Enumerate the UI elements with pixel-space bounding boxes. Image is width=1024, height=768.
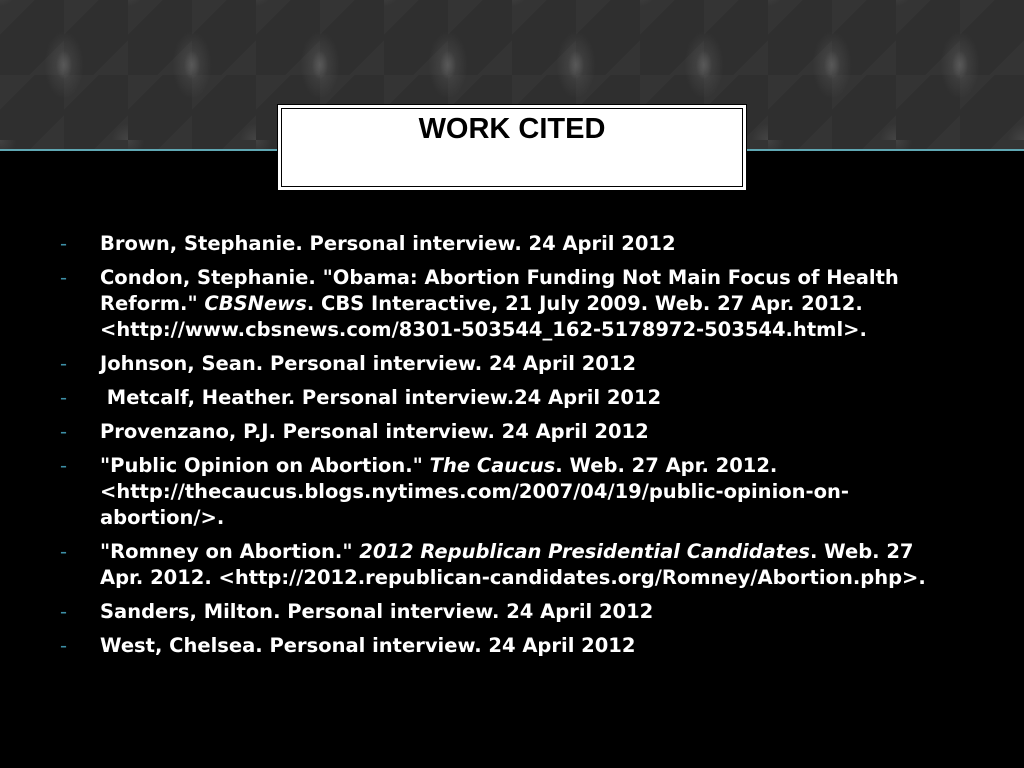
citation-text: Provenzano, P.J. Personal interview. 24 April 2012: [100, 420, 649, 443]
citation-item: [60, 351, 960, 377]
citation-source-title: 2012 Republican Presidential Candidates: [359, 540, 810, 563]
citation-item: [60, 633, 960, 659]
bullet-dash: -: [60, 386, 68, 409]
citation-text: West, Chelsea. Personal interview. 24 April 2012: [100, 634, 636, 657]
citation-text: Metcalf, Heather. Personal interview.24 April 2012: [100, 386, 662, 409]
citation-item: [60, 539, 960, 591]
citation-source-title: The Caucus: [429, 454, 556, 477]
bullet-dash: -: [60, 420, 68, 443]
citation-item: [60, 419, 960, 445]
citation-text: "Public Opinion on Abortion.": [100, 454, 430, 477]
bullet-dash: -: [60, 352, 68, 375]
citation-text-tail: . Web. 27 Apr. 2012. <http://thecaucus.blogs.nytimes.com/2007/04/19/public-opinion-on-abortion/>.: [100, 454, 849, 529]
citation-text: Johnson, Sean. Personal interview. 24 April 2012: [100, 352, 636, 375]
citation-item: [60, 231, 960, 257]
bullet-dash: -: [60, 540, 68, 563]
citation-source-title: CBSNews: [204, 292, 307, 315]
bullet-dash: -: [60, 266, 68, 289]
citation-item: [60, 265, 960, 343]
citation-text: Condon, Stephanie. "Obama: Abortion Funding Not Main Focus of Health Reform.": [100, 266, 899, 315]
citation-text: "Romney on Abortion.": [100, 540, 360, 563]
citation-text-tail: . CBS Interactive, 21 July 2009. Web. 27 Apr. 2012. <http://www.cbsnews.com/8301-503544_162-5178972-503544.html>.: [100, 292, 867, 341]
bullet-dash: -: [60, 634, 68, 657]
bullet-dash: -: [60, 232, 68, 255]
citation-item: [60, 385, 960, 411]
citation-item: [60, 599, 960, 625]
citation-list: [60, 231, 960, 667]
citation-item: [60, 453, 960, 531]
citation-text: Brown, Stephanie. Personal interview. 24 April 2012: [100, 232, 676, 255]
slide-title: WORK CITED: [418, 113, 606, 145]
citation-text-tail: . Web. 27 Apr. 2012. <http://2012.republican-candidates.org/Romney/Abortion.php>.: [100, 540, 926, 589]
bullet-dash: -: [60, 600, 68, 623]
bullet-dash: -: [60, 454, 68, 477]
title-box: [277, 104, 747, 191]
citation-text: Sanders, Milton. Personal interview. 24 April 2012: [100, 600, 654, 623]
